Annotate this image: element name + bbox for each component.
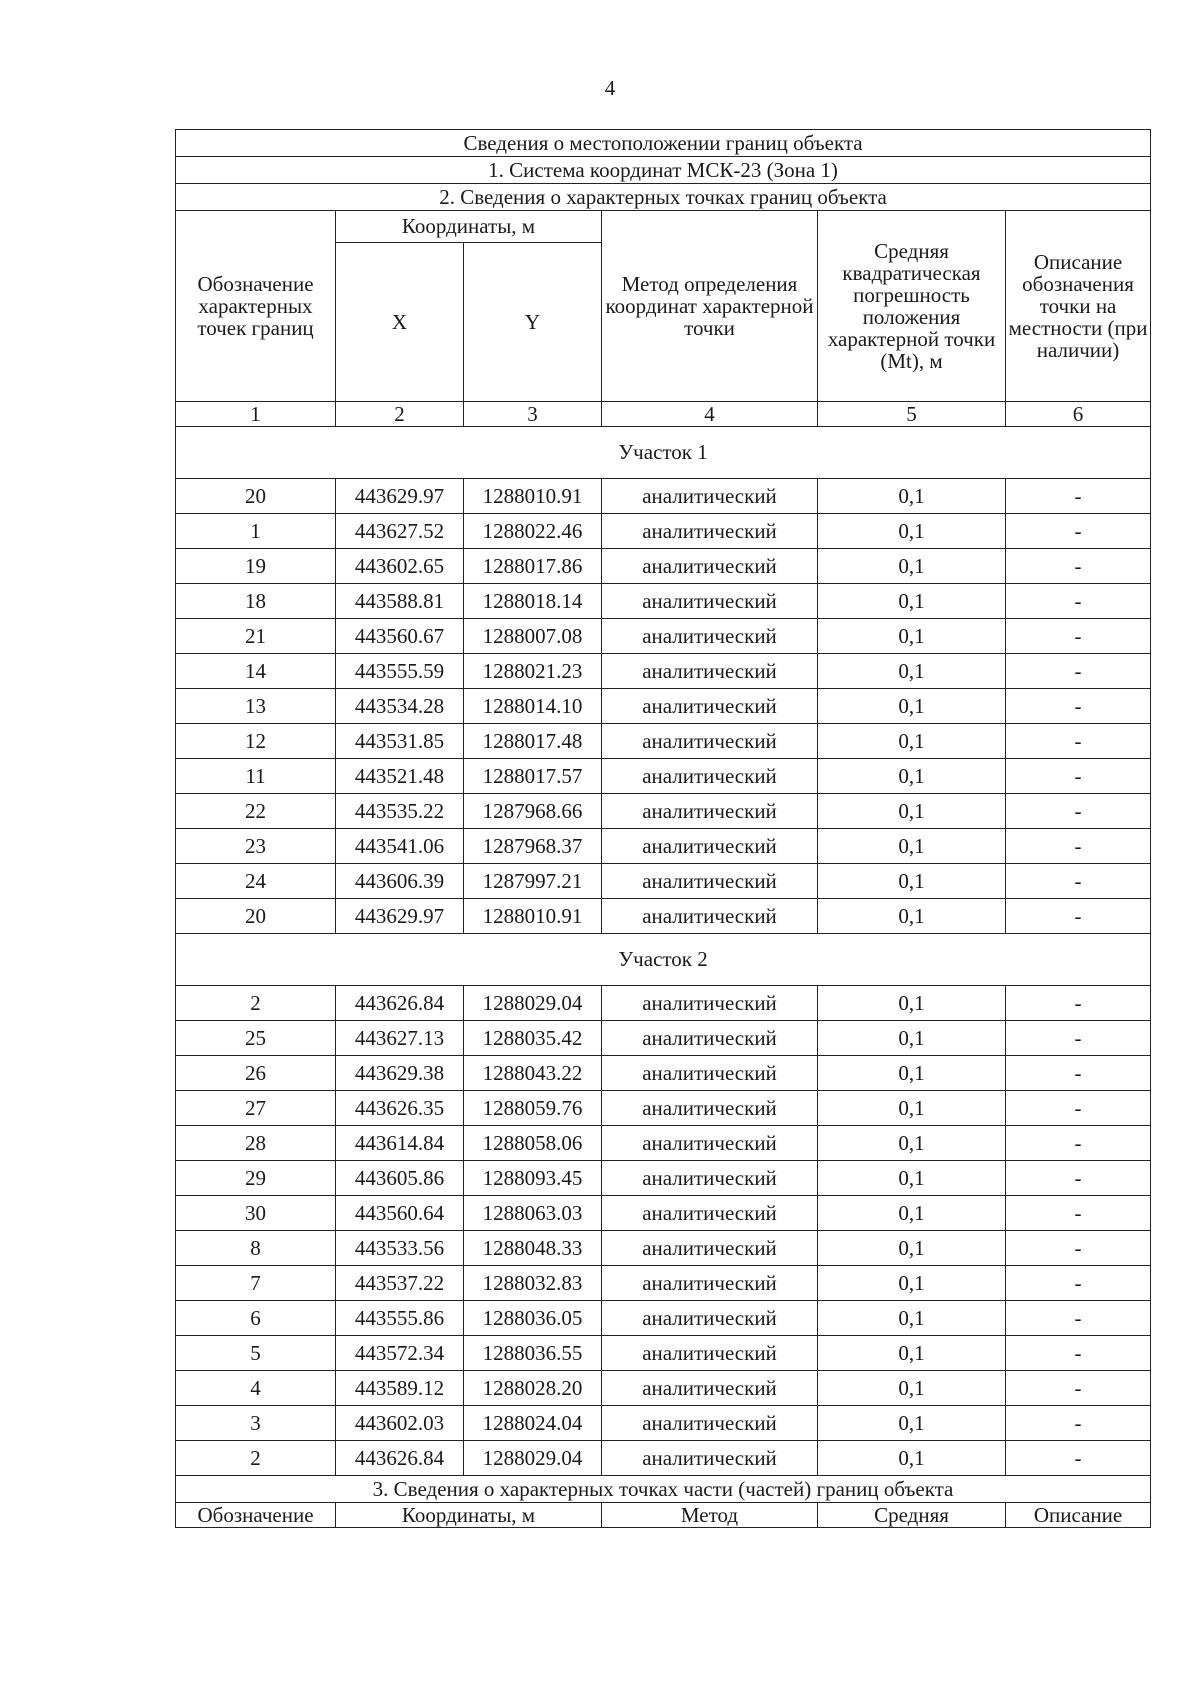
point-number: 25 — [176, 1021, 336, 1056]
point-x: 443629.38 — [336, 1056, 464, 1091]
point-error: 0,1 — [818, 1336, 1006, 1371]
header-coordinates: Координаты, м — [336, 211, 602, 243]
point-error: 0,1 — [818, 1021, 1006, 1056]
point-x: 443533.56 — [336, 1231, 464, 1266]
point-method: аналитический — [602, 1056, 818, 1091]
column-number: 1 — [176, 402, 336, 427]
point-number: 21 — [176, 619, 336, 654]
section-title: Участок 2 — [176, 934, 1151, 986]
point-error: 0,1 — [818, 689, 1006, 724]
point-y: 1288093.45 — [464, 1161, 602, 1196]
table-row — [176, 1231, 1151, 1266]
point-x: 443629.97 — [336, 479, 464, 514]
point-method: аналитический — [602, 619, 818, 654]
table-row — [176, 514, 1151, 549]
point-method: аналитический — [602, 689, 818, 724]
point-method: аналитический — [602, 794, 818, 829]
point-description: - — [1006, 1021, 1151, 1056]
point-y: 1288022.46 — [464, 514, 602, 549]
point-method: аналитический — [602, 549, 818, 584]
point-description: - — [1006, 689, 1151, 724]
point-number: 11 — [176, 759, 336, 794]
point-x: 443531.85 — [336, 724, 464, 759]
table-row — [176, 619, 1151, 654]
point-x: 443521.48 — [336, 759, 464, 794]
point-number: 4 — [176, 1371, 336, 1406]
point-method: аналитический — [602, 1021, 818, 1056]
point-method: аналитический — [602, 1441, 818, 1476]
point-description: - — [1006, 654, 1151, 689]
point-method: аналитический — [602, 1126, 818, 1161]
point-y: 1288059.76 — [464, 1091, 602, 1126]
point-error: 0,1 — [818, 1126, 1006, 1161]
point-y: 1288029.04 — [464, 1441, 602, 1476]
header-description: Описание обозначения точки на местности (при наличии) — [1006, 211, 1151, 402]
point-y: 1287968.66 — [464, 794, 602, 829]
point-description: - — [1006, 1161, 1151, 1196]
point-x: 443560.67 — [336, 619, 464, 654]
point-description: - — [1006, 986, 1151, 1021]
point-number: 30 — [176, 1196, 336, 1231]
point-number: 24 — [176, 864, 336, 899]
table-row — [176, 1441, 1151, 1476]
section-title: Участок 1 — [176, 427, 1151, 479]
point-description: - — [1006, 1126, 1151, 1161]
point-y: 1288058.06 — [464, 1126, 602, 1161]
column-number: 5 — [818, 402, 1006, 427]
point-method: аналитический — [602, 1301, 818, 1336]
point-method: аналитический — [602, 724, 818, 759]
point-number: 3 — [176, 1406, 336, 1441]
point-number: 23 — [176, 829, 336, 864]
point-number: 18 — [176, 584, 336, 619]
table-row — [176, 829, 1151, 864]
point-error: 0,1 — [818, 1161, 1006, 1196]
table-row — [176, 1021, 1151, 1056]
point-method: аналитический — [602, 829, 818, 864]
point-description: - — [1006, 584, 1151, 619]
point-error: 0,1 — [818, 1231, 1006, 1266]
point-y: 1288032.83 — [464, 1266, 602, 1301]
table-row — [176, 654, 1151, 689]
point-error: 0,1 — [818, 724, 1006, 759]
table-row — [176, 1336, 1151, 1371]
point-number: 5 — [176, 1336, 336, 1371]
table-row — [176, 1266, 1151, 1301]
table-row — [176, 759, 1151, 794]
point-y: 1288014.10 — [464, 689, 602, 724]
point-description: - — [1006, 899, 1151, 934]
point-number: 29 — [176, 1161, 336, 1196]
point-number: 2 — [176, 1441, 336, 1476]
point-description: - — [1006, 1056, 1151, 1091]
point-y: 1288035.42 — [464, 1021, 602, 1056]
point-number: 19 — [176, 549, 336, 584]
point-description: - — [1006, 1406, 1151, 1441]
point-number: 27 — [176, 1091, 336, 1126]
point-description: - — [1006, 759, 1151, 794]
point-x: 443602.65 — [336, 549, 464, 584]
point-method: аналитический — [602, 1406, 818, 1441]
table-row — [176, 899, 1151, 934]
point-y: 1288021.23 — [464, 654, 602, 689]
table-row — [176, 794, 1151, 829]
point-number: 20 — [176, 479, 336, 514]
point-method: аналитический — [602, 1266, 818, 1301]
point-method: аналитический — [602, 1161, 818, 1196]
point-error: 0,1 — [818, 1266, 1006, 1301]
point-method: аналитический — [602, 899, 818, 934]
page-number: 4 — [604, 76, 616, 100]
point-error: 0,1 — [818, 1371, 1006, 1406]
point-error: 0,1 — [818, 899, 1006, 934]
header-method: Метод определения координат характерной точки — [602, 211, 818, 402]
point-x: 443541.06 — [336, 829, 464, 864]
table-row — [176, 479, 1151, 514]
parts-section-title: 3. Сведения о характерных точках части (частей) границ объекта — [176, 1476, 1151, 1503]
header-error: Средняя квадратическая погрешность положения характерной точки (Mt), м — [818, 211, 1006, 402]
point-y: 1288063.03 — [464, 1196, 602, 1231]
point-x: 443626.84 — [336, 1441, 464, 1476]
point-error: 0,1 — [818, 829, 1006, 864]
point-error: 0,1 — [818, 1196, 1006, 1231]
point-number: 28 — [176, 1126, 336, 1161]
point-y: 1288048.33 — [464, 1231, 602, 1266]
point-description: - — [1006, 1371, 1151, 1406]
boundary-sheet — [175, 129, 1150, 1528]
point-description: - — [1006, 1231, 1151, 1266]
point-error: 0,1 — [818, 1301, 1006, 1336]
point-number: 22 — [176, 794, 336, 829]
point-method: аналитический — [602, 1231, 818, 1266]
point-error: 0,1 — [818, 759, 1006, 794]
point-error: 0,1 — [818, 619, 1006, 654]
table-row — [176, 584, 1151, 619]
point-method: аналитический — [602, 986, 818, 1021]
point-y: 1288029.04 — [464, 986, 602, 1021]
point-x: 443535.22 — [336, 794, 464, 829]
point-y: 1288028.20 — [464, 1371, 602, 1406]
point-x: 443627.13 — [336, 1021, 464, 1056]
table-row — [176, 1056, 1151, 1091]
column-number: 4 — [602, 402, 818, 427]
point-y: 1288036.55 — [464, 1336, 602, 1371]
point-y: 1288010.91 — [464, 479, 602, 514]
point-method: аналитический — [602, 864, 818, 899]
point-y: 1288017.57 — [464, 759, 602, 794]
point-description: - — [1006, 479, 1151, 514]
point-number: 7 — [176, 1266, 336, 1301]
point-number: 26 — [176, 1056, 336, 1091]
table-row — [176, 1196, 1151, 1231]
point-error: 0,1 — [818, 1056, 1006, 1091]
point-x: 443629.97 — [336, 899, 464, 934]
point-number: 6 — [176, 1301, 336, 1336]
point-x: 443560.64 — [336, 1196, 464, 1231]
point-number: 20 — [176, 899, 336, 934]
point-description: - — [1006, 549, 1151, 584]
point-method: аналитический — [602, 1336, 818, 1371]
table-row — [176, 1371, 1151, 1406]
point-method: аналитический — [602, 1371, 818, 1406]
point-error: 0,1 — [818, 584, 1006, 619]
column-numbers-row — [176, 402, 1151, 427]
point-x: 443555.86 — [336, 1301, 464, 1336]
point-description: - — [1006, 864, 1151, 899]
point-error: 0,1 — [818, 794, 1006, 829]
point-x: 443605.86 — [336, 1161, 464, 1196]
point-error: 0,1 — [818, 1406, 1006, 1441]
point-x: 443555.59 — [336, 654, 464, 689]
point-description: - — [1006, 1196, 1151, 1231]
point-number: 14 — [176, 654, 336, 689]
point-x: 443614.84 — [336, 1126, 464, 1161]
table-row — [176, 1161, 1151, 1196]
point-error: 0,1 — [818, 986, 1006, 1021]
point-method: аналитический — [602, 1091, 818, 1126]
parts-header-cell: Обозначение — [176, 1503, 336, 1528]
point-error: 0,1 — [818, 1091, 1006, 1126]
point-y: 1288024.04 — [464, 1406, 602, 1441]
boundary-points-table — [175, 129, 1151, 1528]
table-row — [176, 724, 1151, 759]
point-error: 0,1 — [818, 549, 1006, 584]
parts-header-cell: Координаты, м — [336, 1503, 602, 1528]
point-error: 0,1 — [818, 479, 1006, 514]
point-y: 1288018.14 — [464, 584, 602, 619]
table-row — [176, 1301, 1151, 1336]
point-description: - — [1006, 1441, 1151, 1476]
table-row — [176, 864, 1151, 899]
point-x: 443626.35 — [336, 1091, 464, 1126]
coordinate-system-title: 1. Система координат МСК-23 (Зона 1) — [176, 157, 1151, 184]
point-number: 2 — [176, 986, 336, 1021]
point-description: - — [1006, 1266, 1151, 1301]
point-method: аналитический — [602, 654, 818, 689]
point-error: 0,1 — [818, 514, 1006, 549]
point-error: 0,1 — [818, 654, 1006, 689]
table-row — [176, 549, 1151, 584]
point-x: 443537.22 — [336, 1266, 464, 1301]
point-x: 443606.39 — [336, 864, 464, 899]
point-description: - — [1006, 1301, 1151, 1336]
point-description: - — [1006, 1091, 1151, 1126]
header-designation: Обозначение характерных точек границ — [176, 211, 336, 402]
point-number: 8 — [176, 1231, 336, 1266]
header-x: X — [336, 242, 464, 401]
point-y: 1288036.05 — [464, 1301, 602, 1336]
parts-header-cell: Средняя — [818, 1503, 1006, 1528]
point-description: - — [1006, 514, 1151, 549]
parts-header-cell: Описание — [1006, 1503, 1151, 1528]
point-x: 443589.12 — [336, 1371, 464, 1406]
table-row — [176, 1091, 1151, 1126]
table-row — [176, 986, 1151, 1021]
point-x: 443627.52 — [336, 514, 464, 549]
point-y: 1287968.37 — [464, 829, 602, 864]
column-number: 3 — [464, 402, 602, 427]
parts-header-cell: Метод — [602, 1503, 818, 1528]
point-method: аналитический — [602, 584, 818, 619]
point-number: 12 — [176, 724, 336, 759]
point-error: 0,1 — [818, 1441, 1006, 1476]
point-error: 0,1 — [818, 864, 1006, 899]
column-number: 6 — [1006, 402, 1151, 427]
point-description: - — [1006, 724, 1151, 759]
main-title: Сведения о местоположении границ объекта — [176, 130, 1151, 157]
point-method: аналитический — [602, 759, 818, 794]
table-row — [176, 689, 1151, 724]
point-x: 443602.03 — [336, 1406, 464, 1441]
point-x: 443588.81 — [336, 584, 464, 619]
points-section-title: 2. Сведения о характерных точках границ объекта — [176, 184, 1151, 211]
point-x: 443626.84 — [336, 986, 464, 1021]
table-row — [176, 1406, 1151, 1441]
column-number: 2 — [336, 402, 464, 427]
table-row — [176, 1126, 1151, 1161]
point-description: - — [1006, 1336, 1151, 1371]
point-method: аналитический — [602, 514, 818, 549]
point-x: 443534.28 — [336, 689, 464, 724]
point-y: 1288007.08 — [464, 619, 602, 654]
point-y: 1288017.86 — [464, 549, 602, 584]
header-y: Y — [464, 242, 602, 401]
point-y: 1288010.91 — [464, 899, 602, 934]
point-method: аналитический — [602, 479, 818, 514]
point-y: 1288043.22 — [464, 1056, 602, 1091]
point-method: аналитический — [602, 1196, 818, 1231]
point-description: - — [1006, 794, 1151, 829]
point-description: - — [1006, 619, 1151, 654]
point-y: 1288017.48 — [464, 724, 602, 759]
point-x: 443572.34 — [336, 1336, 464, 1371]
point-y: 1287997.21 — [464, 864, 602, 899]
point-number: 1 — [176, 514, 336, 549]
point-number: 13 — [176, 689, 336, 724]
point-description: - — [1006, 829, 1151, 864]
